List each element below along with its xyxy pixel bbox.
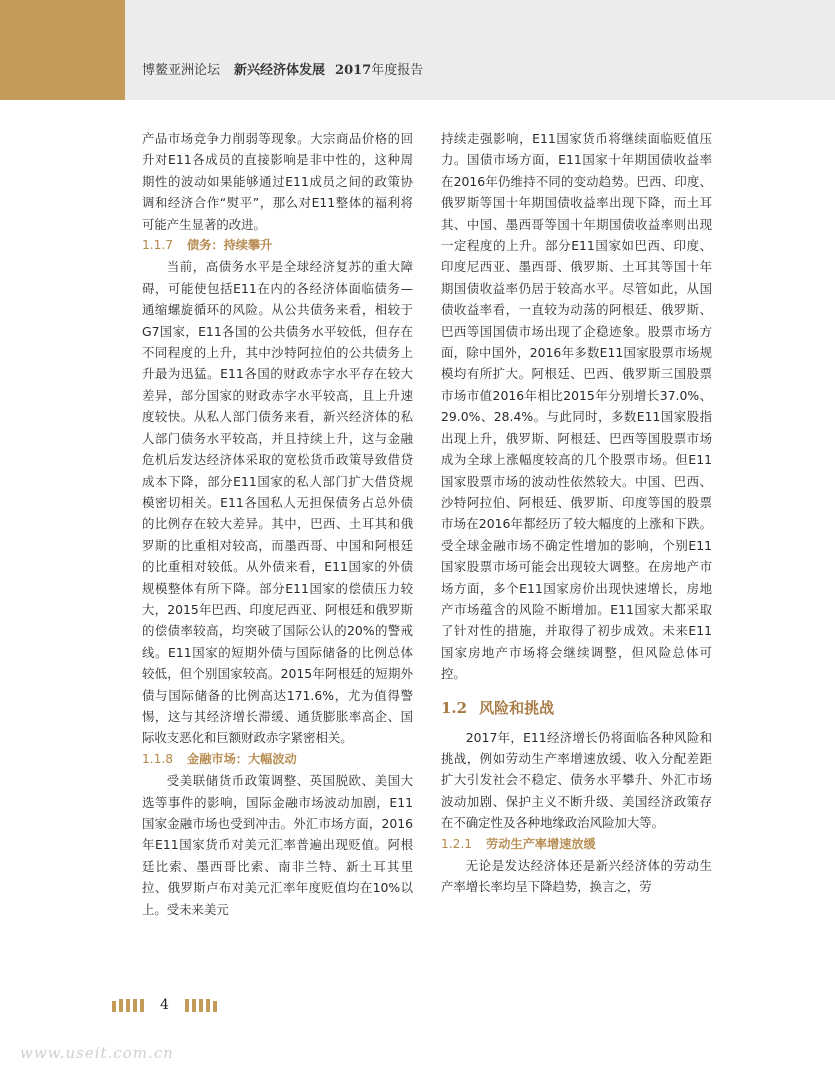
header-book-title: 新兴经济体发展: [234, 63, 326, 78]
paragraph-finance-continued: 持续走强影响，E11国家货币将继续面临贬值压力。国债市场方面，E11国家十年期国债收益率在2016年仍维持不同的变动趋势。巴西、印度、俄罗斯等国十年期国债收益率出现下降，而土耳其、中国、墨西哥等国十年期国债收益率则出现一定程度的上升。部分E11国家如巴西、印度、印度尼西亚、墨西哥、俄罗斯、土耳其等国十年期国债收益率仍居于较高水平。尽管如此，从国债收益率看，一直较为动荡的阿根廷、俄罗斯、巴西等国国债市场出现了企稳迹象。股票市场方面，除中国外，2016年多数E11国家股票市场规模均有所扩大。阿根廷、巴西、俄罗斯三国股票市场市值2016年相比2015年分别增长37.0%、29.0%、28.4%。与此同时，多数E11国家股指出现上升，俄罗斯、阿根廷、巴西等国股票市场成为全球上涨幅度较高的几个股票市场。但E11国家股票市场的波动性依然较大。中国、巴西、沙特阿拉伯、阿根廷、俄罗斯、印度等国的股票市场在2016年都经历了较大幅度的上涨和下跌。受全球金融市场不确定性增加的影响，个别E11国家股票市场可能会出现较大调整。在房地产市场方面，多个E11国家房价出现快速增长，房地产市场蕴含的风险不断增加。E11国家大都采取了针对性的措施，并取得了初步成效。未来E11国家房地产市场将会继续调整，但风险总体可控。: [441, 131, 712, 682]
paragraph-risk: 2017年，E11经济增长仍将面临各种风险和挑战，例如劳动生产率增速放缓、收入分配差距扩大引发社会不稳定、债务水平攀升、外汇市场波动加剧、保护主义不断升级、美国经济政策存在不确定性及各种地缘政治风险加大等。: [441, 729, 712, 831]
heading-title: 劳动生产率增速放缓: [486, 836, 596, 851]
footer-bars-right-icon: [185, 999, 217, 1012]
heading-number: 1.1.7: [142, 238, 174, 253]
page-footer: [112, 997, 217, 1013]
right-column: [441, 128, 712, 898]
heading-1-2: [441, 695, 712, 721]
paragraph-debt: 当前，高债务水平是全球经济复苏的重大障碍，可能使包括E11在内的各经济体面临债务—通缩螺旋循环的风险。从公共债务来看，相较于G7国家，E11各国的公共债务水平较低，但存在不同程度的上升，其中沙特阿拉伯的公共债务上升最为迅猛。E11各国的财政赤字水平存在较大差异，部分国家的财政赤字水平较高，且上升速度较快。从私人部门债务来看，新兴经济体的私人部门债务水平较高，并且持续上升，这与金融危机后发达经济体采取的宽松货币政策导致借贷成本下降，部分E11国家的私人部门扩大借贷规模密切相关。E11各国私人无担保债务占总外债的比例存在较大差异。其中，巴西、土耳其和俄罗斯的比重相对较高，而墨西哥、中国和阿根廷的比重相对较低。从外债来看，E11国家的外债规模整体有所下降。部分E11国家的偿债压力较大，2015年巴西、印度尼西亚、阿根廷和俄罗斯的偿债率较高，均突破了国际公认的20%的警戒线。E11国家的短期外债与国际储备的比例总体较低，但个别国家较高。2015年阿根廷的短期外债与国际储备的比例高达171.6%，尤为值得警惕，这与其经济增长滞缓、通货膨胀率高企、国际收支恶化和巨额财政赤字紧密相关。: [142, 259, 413, 746]
heading-title: 风险和挑战: [479, 698, 555, 717]
header-year: 2017: [335, 63, 372, 78]
heading-1-2-1: [441, 834, 712, 855]
heading-1-1-8: [142, 749, 413, 770]
footer-bars-left-icon: [112, 999, 144, 1012]
header-forum: 博鳌亚洲论坛: [142, 63, 221, 78]
heading-number: 1.2.1: [441, 836, 473, 851]
paragraph-intro: 产品市场竞争力削弱等现象。大宗商品价格的回升对E11各成员的直接影响是非中性的，这种周期性的波动如果能够通过E11成员之间的政策协调和经济合作“熨平”，那么对E11整体的福利将可能产生显著的改进。: [142, 131, 413, 232]
running-header: [142, 59, 423, 78]
header-band: [125, 0, 835, 100]
heading-title: 金融市场：大幅波动: [187, 751, 297, 766]
header-spine-block: [0, 0, 125, 100]
heading-1-1-7: [142, 235, 413, 256]
page-number: 4: [160, 997, 169, 1013]
heading-number: 1.2: [441, 698, 468, 717]
heading-number: 1.1.8: [142, 751, 174, 766]
header-report: 年度报告: [371, 63, 424, 78]
heading-title: 债务：持续攀升: [187, 238, 273, 253]
paragraph-finance: 受美联储货币政策调整、英国脱欧、美国大选等事件的影响，国际金融市场波动加剧，E11国家金融市场也受到冲击。外汇市场方面，2016年E11国家货币对美元汇率普遍出现贬值。阿根廷比索、墨西哥比索、南非兰特、新土耳其里拉、俄罗斯卢布对美元汇率年度贬值均在10%以上。受未来美元: [142, 773, 413, 917]
paragraph-labor: 无论是发达经济体还是新兴经济体的劳动生产率增长率均呈下降趋势，换言之，劳: [441, 858, 712, 895]
left-column: [142, 128, 413, 920]
watermark: www.useit.com.cn: [20, 1044, 174, 1062]
